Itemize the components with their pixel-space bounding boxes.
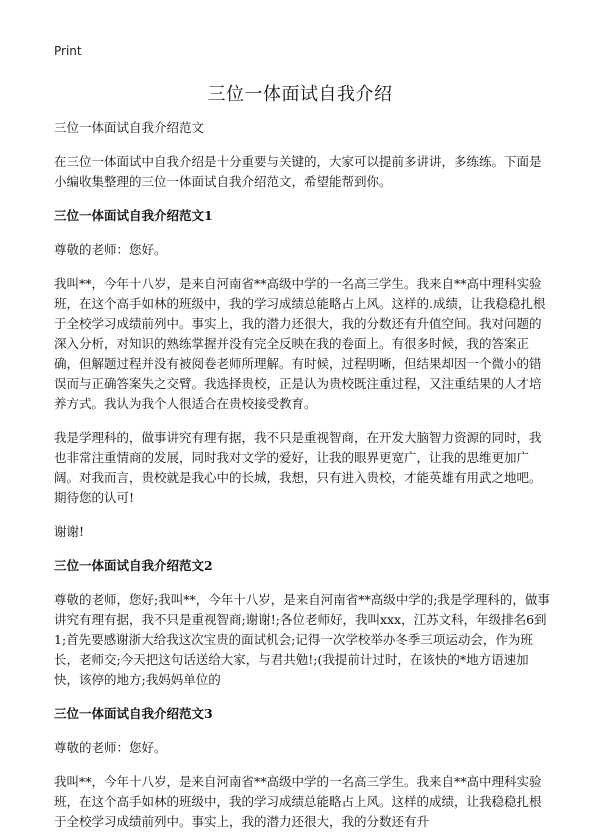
section1-paragraph-2: 我是学理科的，做事讲究有理有据，我不只是重视智商，在开发大脑智力资源的同时，我也非常注重情商的发展，同时我对文学的爱好，让我的眼界更宽广，让我的思维更加广阔。对我而言，贵校就是我心中的长城，我想，只有进入贵校，才能英雄有用武之地吧。期待您的认可!	[54, 430, 542, 505]
section2-paragraph-1: 尊敬的老师，您好;我叫**，今年十八岁，是来自河南省**高级中学的;我是学理科的，做事讲究有理有据，我不只是重视智商;谢谢!;各位老师好，我叫xxx，江苏文科，年级排名6到1;首先要感谢浙大给我这次宝贵的面试机会;记得一次学校举办冬季三项运动会，作为班长，老师交;今天把这句话送给大家，与君共勉!;(我提前计过时，在该快的*地方语速加快，该停的地方;我妈妈单位的	[54, 592, 550, 687]
page-title: 三位一体面试自我介绍	[207, 84, 393, 105]
section1-thanks: 谢谢!	[54, 524, 85, 539]
intro-paragraph: 在三位一体面试中自我介绍是十分重要与关键的，大家可以提前多讲讲，多练练。下面是小编收集整理的三位一体面试自我介绍范文，希望能帮到你。	[54, 154, 542, 189]
section1-heading: 三位一体面试自我介绍范文1	[54, 208, 213, 223]
print-label[interactable]: Print	[54, 44, 82, 58]
section2-heading: 三位一体面试自我介绍范文2	[54, 558, 213, 573]
document-body	[54, 118, 552, 832]
section3-greeting: 尊敬的老师：您好。	[54, 740, 167, 755]
section3-paragraph-1: 我叫**，今年十八岁，是来自河南省**高级中学的一名高三学生。我来自**高中理科实验班，在这个高手如林的班级中，我的学习成绩总能略占上风。这样的成绩，让我稳稳扎根于全校学习成绩前列中。事实上，我的潜力还很大，我的分数还有升	[54, 774, 542, 829]
document-subtitle: 三位一体面试自我介绍范文	[54, 120, 205, 135]
section3-heading: 三位一体面试自我介绍范文3	[54, 706, 213, 721]
section1-greeting: 尊敬的老师：您好。	[54, 242, 167, 257]
section1-paragraph-1: 我叫**，今年十八岁，是来自河南省**高级中学的一名高三学生。我来自**高中理科实验班，在这个高手如林的班级中，我的学习成绩总能略占上风。这样的.成绩，让我稳稳扎根于全校学习成绩前列中。事实上，我的潜力还很大，我的分数还有升值空间。我对问题的深入分析，对知识的熟练掌握并没有完全反映在我的卷面上。有很多时候，我的答案正确，但解题过程并没有被阅卷老师所理解。有时候，过程明晰，但结果却因一个微小的错误而与正确答案失之交臂。我选择贵校，正是认为贵校既注重过程，又注重结果的人才培养方式。我认为我个人很适合在贵校接受教育。	[54, 276, 546, 411]
